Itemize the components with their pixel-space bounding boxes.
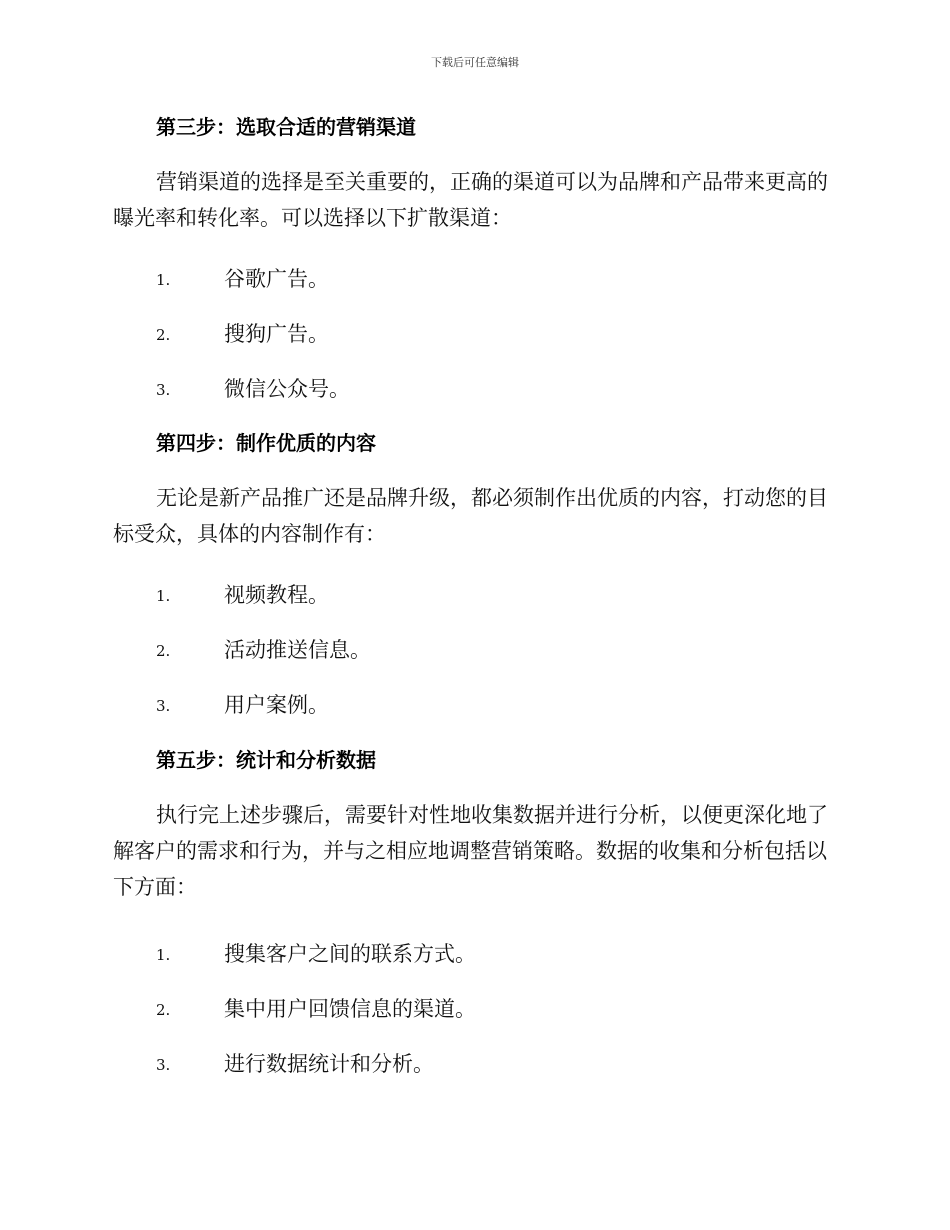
list-text: 谷歌广告。	[224, 267, 329, 291]
list-text: 视频教程。	[224, 583, 329, 607]
section-paragraph: 执行完上述步骤后，需要针对性地收集数据并进行分析，以便更深化地了解客户的需求和行为，并与之相应地调整营销策略。数据的收集和分析包括以下方面：	[113, 803, 828, 899]
list-number: 3.	[156, 381, 171, 399]
list-number: 1.	[156, 271, 171, 289]
list-text: 活动推送信息。	[224, 638, 371, 662]
section-heading: 第三步：选取合适的营销渠道	[156, 115, 416, 139]
section-paragraph: 营销渠道的选择是至关重要的，正确的渠道可以为品牌和产品带来更高的曝光率和转化率。可以选择以下扩散渠道：	[113, 170, 828, 230]
list-number: 2.	[156, 1001, 171, 1019]
list-text: 集中用户回馈信息的渠道。	[224, 997, 476, 1021]
list-text: 搜狗广告。	[224, 322, 329, 346]
list-number: 3.	[156, 697, 171, 715]
section-heading: 第四步：制作优质的内容	[156, 431, 376, 455]
section-heading: 第五步：统计和分析数据	[156, 748, 376, 772]
list-number: 3.	[156, 1056, 171, 1074]
list-text: 进行数据统计和分析。	[224, 1052, 434, 1076]
list-text: 微信公众号。	[224, 377, 350, 401]
list-number: 2.	[156, 326, 171, 344]
header-note: 下载后可任意编辑	[431, 56, 519, 69]
list-text: 搜集客户之间的联系方式。	[224, 942, 476, 966]
section-paragraph: 无论是新产品推广还是品牌升级，都必须制作出优质的内容，打动您的目标受众，具体的内容制作有：	[113, 486, 828, 546]
list-number: 1.	[156, 946, 171, 964]
list-number: 1.	[156, 587, 171, 605]
list-number: 2.	[156, 642, 171, 660]
list-text: 用户案例。	[224, 693, 329, 717]
